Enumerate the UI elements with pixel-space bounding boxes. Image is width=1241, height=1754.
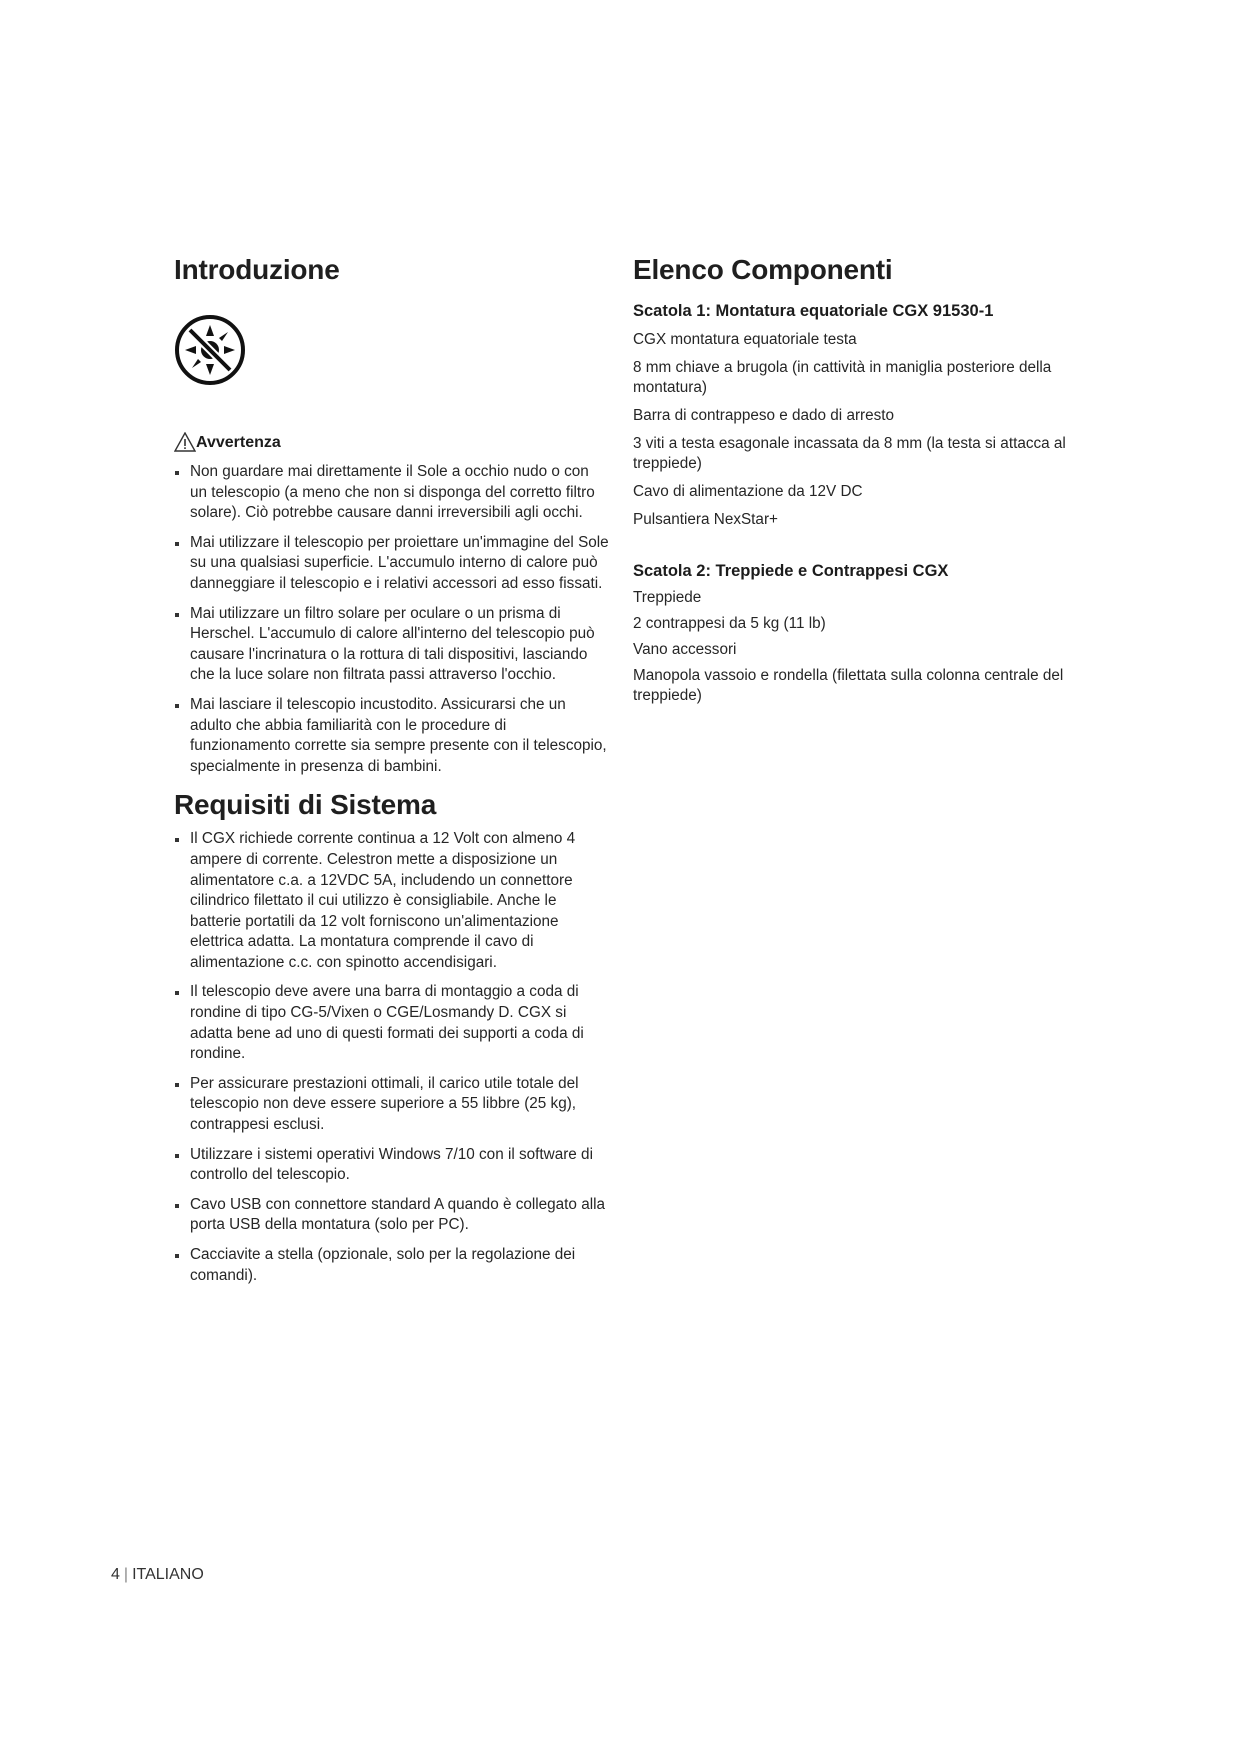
list-item: Il CGX richiede corrente continua a 12 Volt con almeno 4 ampere di corrente. Celestron mette a disposizione un alimentatore c.a. a 12VDC 5A, includendo un connettore cilindrico filettato il cui utilizzo è consigliabile. Anche le batterie portatili da 12 volt forniscono un'alimentazione elettrica adatta. La montatura comprende il cavo di alimentazione c.c. con spinotto accendisigari. <box>174 829 610 973</box>
list-item: Il telescopio deve avere una barra di montaggio a coda di rondine di tipo CG-5/Vixen o CGE/Losmandy D. CGX si adatta bene ad uno di questi formati dei supporti a coda di rondine. <box>174 982 610 1064</box>
component-item: Barra di contrappeso e dado di arresto <box>633 407 895 424</box>
intro-title: Introduzione <box>174 254 340 285</box>
components-title: Elenco Componenti <box>633 254 893 285</box>
requirements-list <box>174 829 610 1286</box>
box2-section <box>633 560 1073 706</box>
component-item: 8 mm chiave a brugola (in cattività in maniglia posteriore della montatura) <box>633 359 1052 396</box>
list-item: Per assicurare prestazioni ottimali, il carico utile totale del telescopio non deve essere superiore a 55 libbre (25 kg), contrappesi esclusi. <box>174 1074 610 1136</box>
box1-title: Scatola 1: Montatura equatoriale CGX 91530-1 <box>633 302 994 320</box>
component-item: Vano accessori <box>633 641 737 658</box>
box2-title: Scatola 2: Treppiede e Contrappesi CGX <box>633 562 949 580</box>
footer-separator: | <box>123 1566 129 1583</box>
no-sun-viewing-icon <box>174 314 246 386</box>
list-item: Cavo USB con connettore standard A quando è collegato alla porta USB della montatura (solo per PC). <box>174 1195 610 1236</box>
component-item: 2 contrappesi da 5 kg (11 lb) <box>633 615 826 632</box>
box1-section <box>633 300 1073 530</box>
list-item: Cacciavite a stella (opzionale, solo per la regolazione dei comandi). <box>174 1245 610 1286</box>
component-item: Cavo di alimentazione da 12V DC <box>633 483 863 500</box>
list-item: Mai lasciare il telescopio incustodito. Assicurarsi che un adulto che abbia familiarità con le procedure di funzionamento corrette sia sempre presente con il telescopio, specialmente in presenza di bambini. <box>174 695 610 777</box>
list-item: Mai utilizzare un filtro solare per oculare o un prisma di Herschel. L'accumulo di calore all'interno del telescopio può causare l'incrinatura o la rottura di tali dispositivi, lasciando che la luce solare non filtrata passi attraverso l'occhio. <box>174 604 610 686</box>
component-item: Pulsantiera NexStar+ <box>633 511 778 528</box>
component-item: Treppiede <box>633 589 702 606</box>
warning-label: Avvertenza <box>196 434 281 451</box>
left-column <box>174 252 610 1295</box>
page-number: 4 <box>111 1566 120 1583</box>
requirements-title: Requisiti di Sistema <box>174 789 437 821</box>
list-item: Mai utilizzare il telescopio per proiettare un'immagine del Sole su una qualsiasi superficie. L'accumulo interno di calore può danneggiare il telescopio e i relativi accessori ad esso fissati. <box>174 533 610 595</box>
component-item: 3 viti a testa esagonale incassata da 8 mm (la testa si attacca al treppiede) <box>633 435 1066 472</box>
warning-list <box>174 462 610 777</box>
component-item: CGX montatura equatoriale testa <box>633 331 857 348</box>
list-item: Utilizzare i sistemi operativi Windows 7/10 con il software di controllo del telescopio. <box>174 1145 610 1186</box>
warning-triangle-icon <box>174 432 196 452</box>
component-item: Manopola vassoio e rondella (filettata sulla colonna centrale del treppiede) <box>633 667 1064 704</box>
footer-language: ITALIANO <box>132 1566 204 1583</box>
warning-heading <box>174 430 610 452</box>
page-footer <box>111 1566 204 1584</box>
right-column <box>633 252 1073 706</box>
list-item: Non guardare mai direttamente il Sole a occhio nudo o con un telescopio (a meno che non si disponga del corretto filtro solare). Ciò potrebbe causare danni irreversibili agli occhi. <box>174 462 610 524</box>
